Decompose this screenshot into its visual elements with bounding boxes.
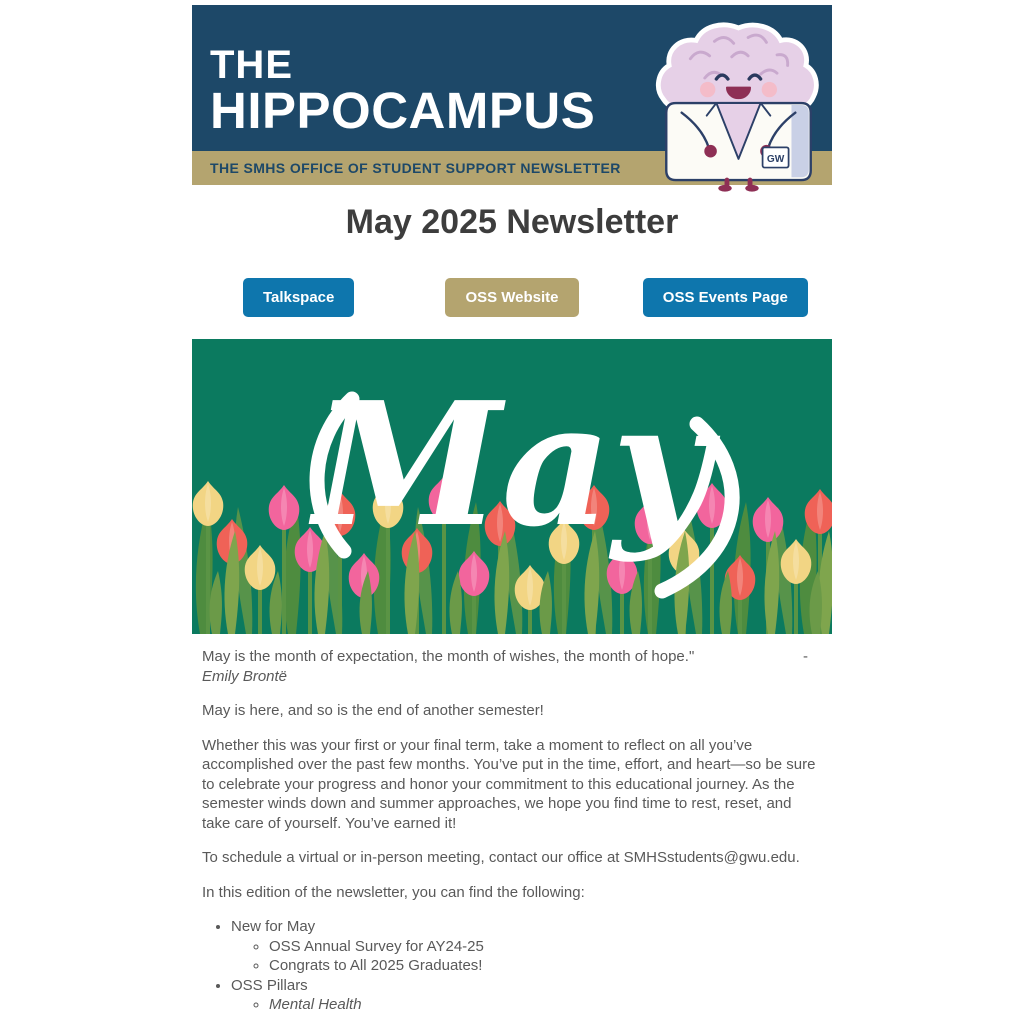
- toc-item-oss-pillars: [231, 976, 822, 1015]
- masthead: [192, 5, 832, 185]
- masthead-title-line2: HIPPOCAMPUS: [210, 82, 596, 139]
- toc-subitem-congrats: ◦ Congrats to All 2025 Graduates!: [269, 956, 822, 976]
- oss-website-button[interactable]: OSS Website: [445, 278, 578, 317]
- button-row: [192, 278, 832, 317]
- page-title: May 2025 Newsletter: [345, 203, 679, 241]
- table-of-contents: [202, 917, 822, 1015]
- oss-events-page-button[interactable]: OSS Events Page: [643, 278, 808, 317]
- brain-mascot-icon: [647, 16, 830, 192]
- toc-item-label: OSS Pillars: [231, 976, 308, 994]
- paragraph-toc-lead: In this edition of the newsletter, you can find the following:: [202, 883, 585, 901]
- opening-quote: [202, 647, 822, 686]
- article-body: [192, 647, 832, 1015]
- may-banner-illustration: [192, 339, 832, 634]
- paragraph-intro: May is here, and so is the end of another semester!: [202, 702, 544, 719]
- toc-item-new-for-may: [231, 917, 822, 976]
- quote-dash: -: [803, 648, 808, 665]
- toc-item-label: New for May: [231, 918, 316, 935]
- banner-word: May: [313, 365, 711, 565]
- quote-attribution: Emily Brontë: [202, 667, 288, 685]
- paragraph-contact: To schedule a virtual or in-person meeting, contact our office at SMHSstudents@gwu.edu.: [202, 849, 800, 866]
- toc-subitem-survey: ◦ OSS Annual Survey for AY24-25: [269, 937, 822, 957]
- newsletter-page: [192, 0, 832, 1015]
- paragraph-reflection: Whether this was your first or your final term, take a moment to reflect on all you’ve accomplished over the past few months. You’ve put in the time, effort, and heart—so be sure to celebrate your progress and honor your commitment to this educational journey. As the semester winds down and summer approaches, we hope you find time to rest, reset, and take care of yourself. You’ve earned it!: [202, 736, 816, 832]
- toc-subitem-mental-health: ◦ Mental Health: [269, 995, 822, 1015]
- gw-badge-label: GW: [766, 153, 785, 165]
- masthead-title-line1: THE: [210, 43, 293, 87]
- quote-text: May is the month of expectation, the month of wishes, the month of hope.": [202, 648, 695, 665]
- masthead-tagline: THE SMHS OFFICE OF STUDENT SUPPORT NEWSLETTER: [210, 160, 621, 176]
- talkspace-button[interactable]: Talkspace: [243, 278, 354, 317]
